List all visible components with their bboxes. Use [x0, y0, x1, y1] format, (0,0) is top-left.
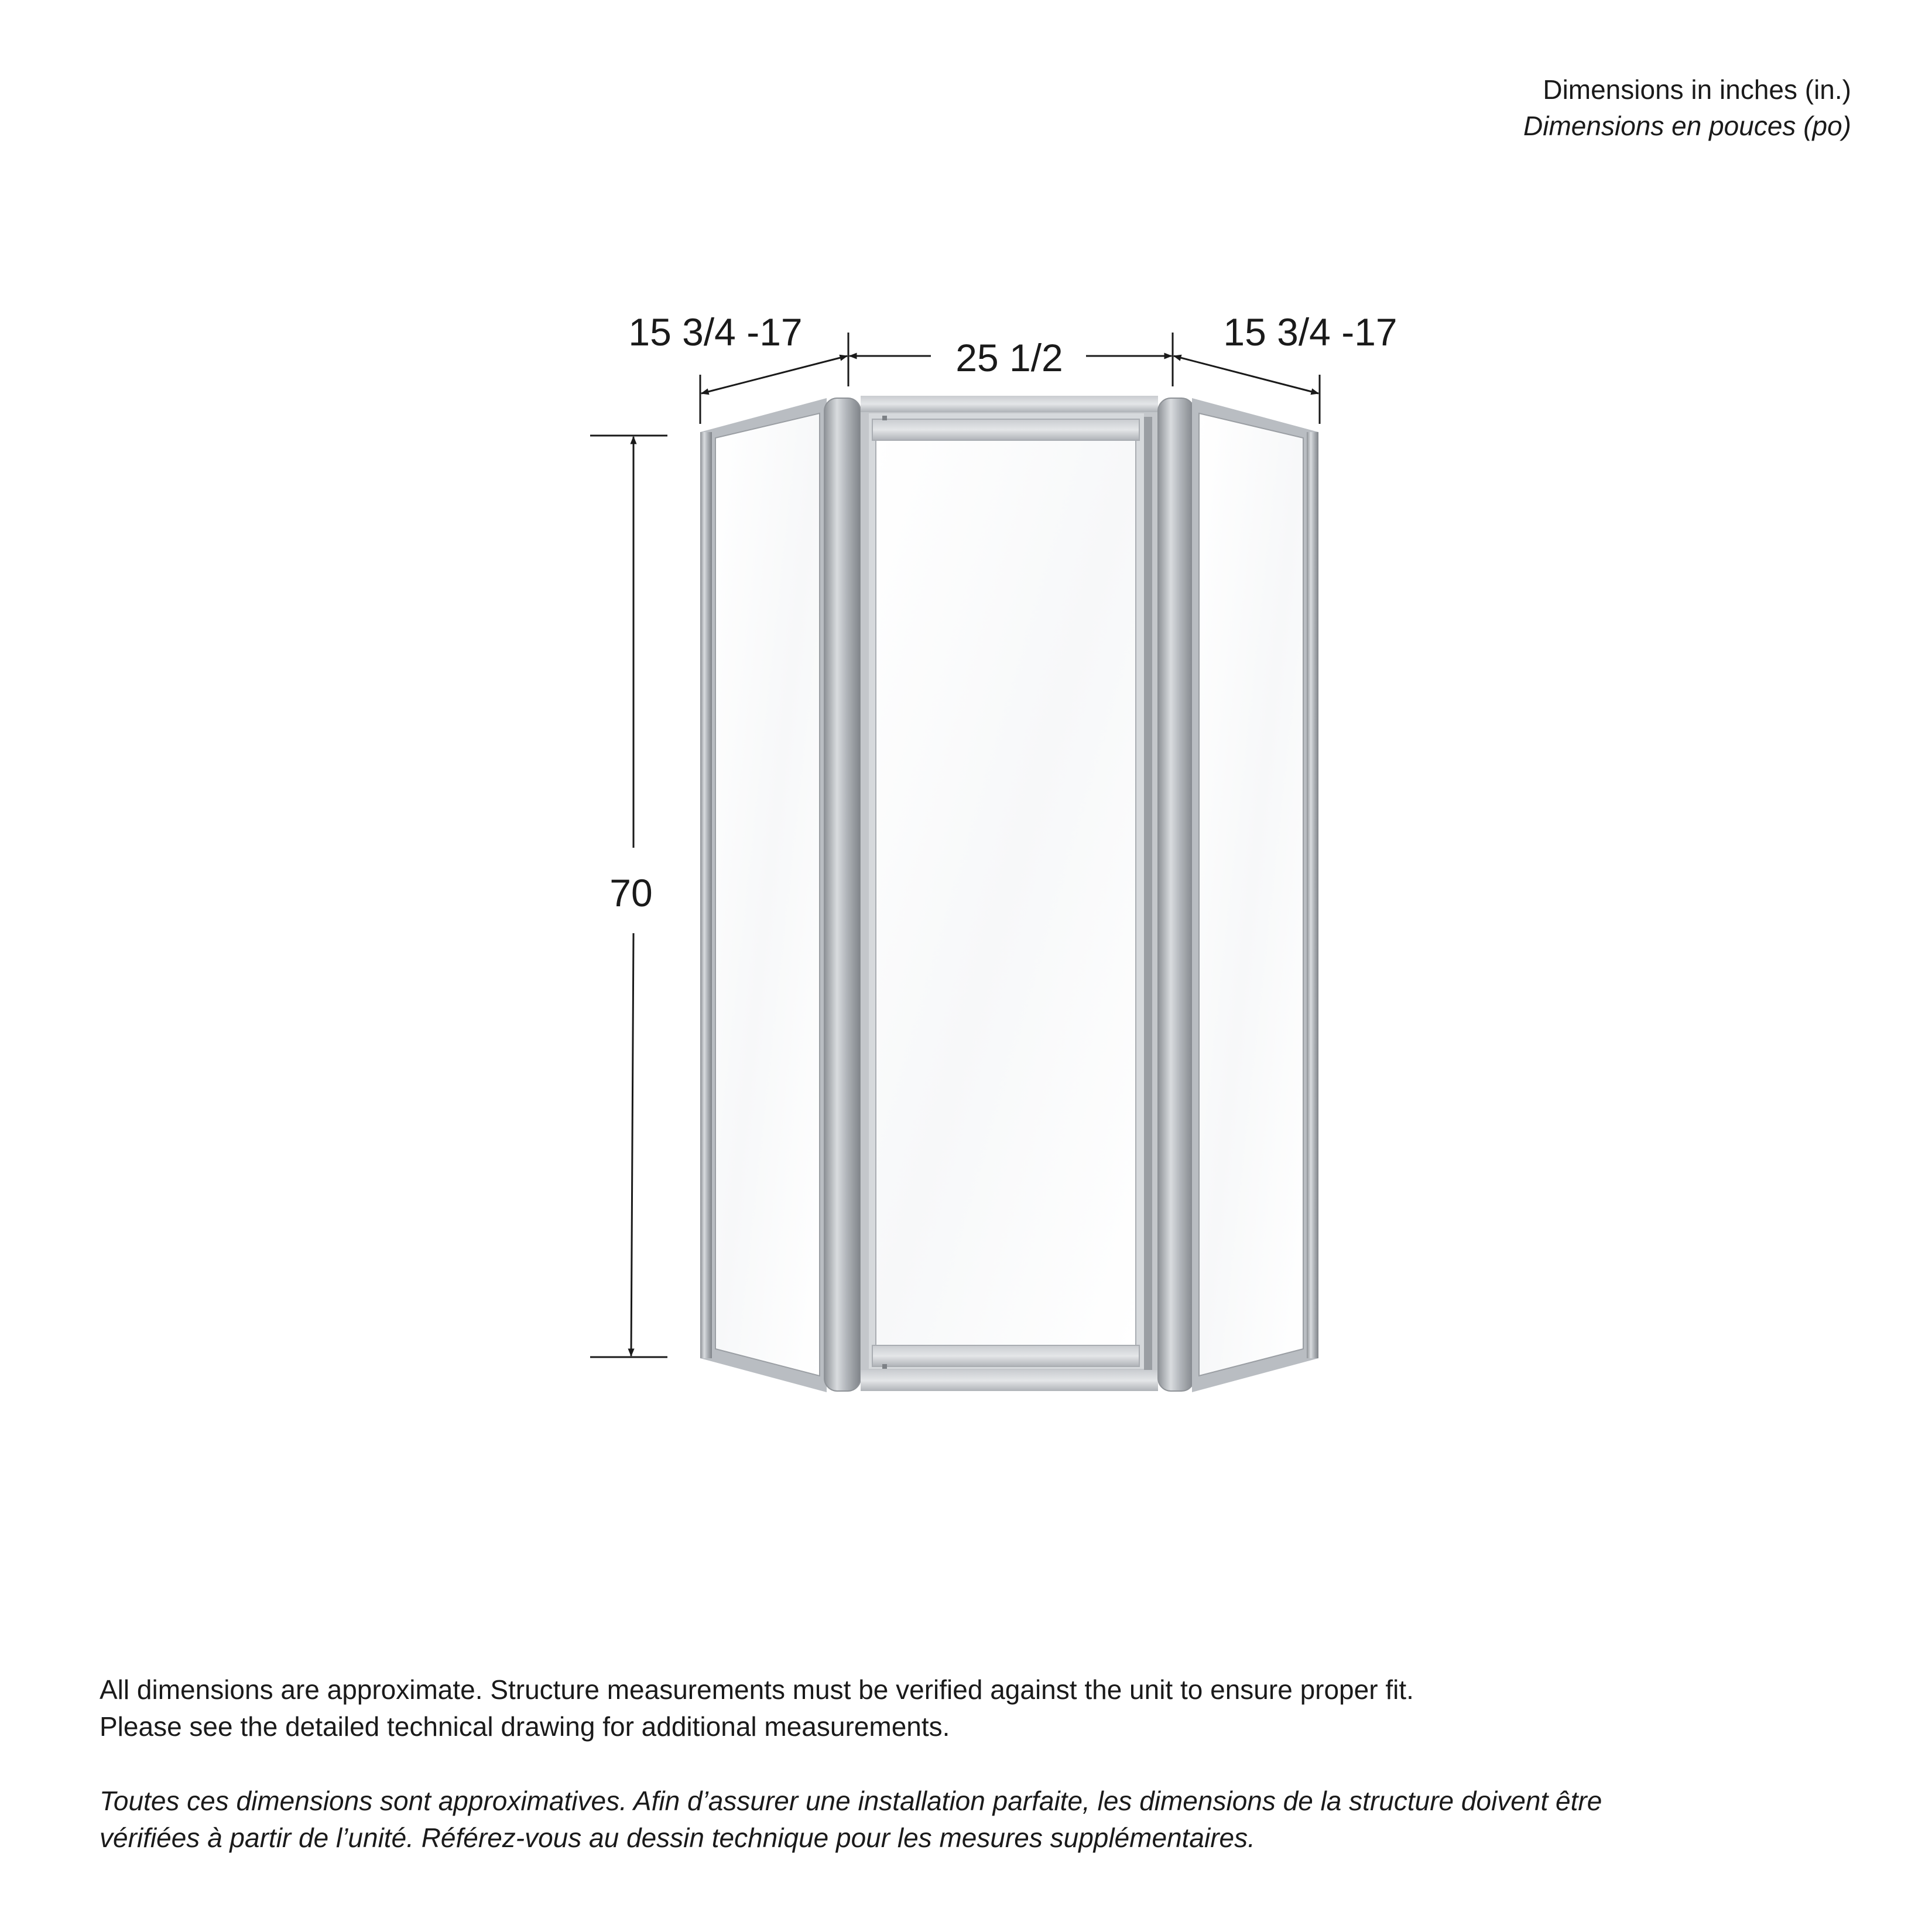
note-fr-line1: Toutes ces dimensions sont approximatives. Afin d’assurer une installation parfaite, les dimensions de la structure doivent être	[100, 1786, 1602, 1816]
right-panel-width-label: 15 3/4 -17	[1223, 310, 1397, 354]
center-door	[861, 396, 1158, 1391]
units-en: Dimensions in inches (in.)	[1543, 74, 1851, 105]
right-side-panel	[1192, 398, 1318, 1392]
note-en-line2: Please see the detailed technical drawing for additional measurements.	[100, 1711, 950, 1742]
note-fr-line2: vérifiées à partir de l’unité. Référez-vous au dessin technique pour les mesures supplémentaires.	[100, 1823, 1255, 1853]
height-dimension	[590, 436, 667, 1357]
left-wall-post	[824, 398, 861, 1391]
door-dimension	[849, 333, 1173, 386]
door-width-label: 25 1/2	[955, 336, 1063, 379]
note-en-line1: All dimensions are approximate. Structure measurements must be verified against the unit to ensure proper fit.	[100, 1674, 1414, 1705]
left-panel-width-label: 15 3/4 -17	[628, 310, 803, 354]
right-wall-post	[1158, 398, 1194, 1391]
left-side-panel	[700, 398, 827, 1392]
units-fr: Dimensions en pouces (po)	[1523, 111, 1851, 141]
height-label: 70	[609, 871, 653, 914]
notes	[100, 1671, 1827, 1856]
